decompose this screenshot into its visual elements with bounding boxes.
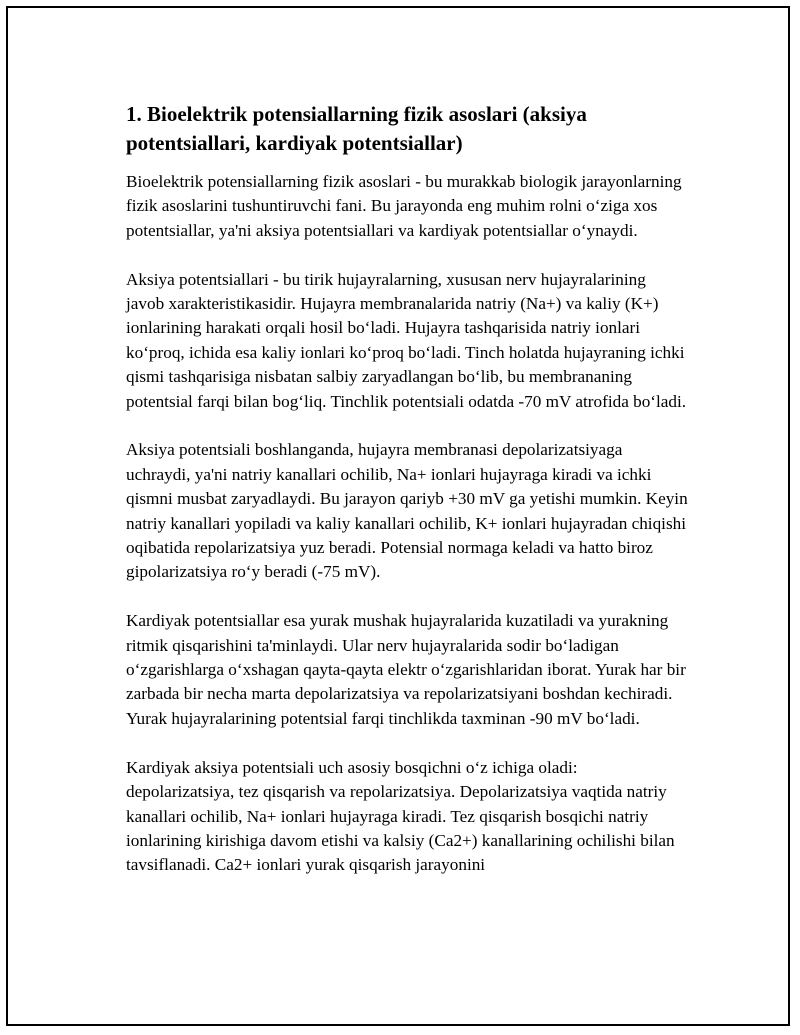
paragraph-depolarization: Aksiya potentsiali boshlanganda, hujayra membranasi depolarizatsiyaga uchraydi, ya'ni natriy kanallari ochilib, Na+ ionlari hujayraga kiradi va ichki qismni musbat zaryadlaydi. Bu jarayon qariyb +30 mV ga yetishi mumkin. Keyin natriy kanallari yopiladi va kaliy kanallari ochilib, K+ ionlari hujayradan chiqishi oqibatida repolarizatsiya yuz beradi. Potensial normaga keladi va hatto biroz gipolarizatsiya ro‘y beradi (-75 mV). bbox=[126, 440, 688, 582]
document-title: 1. Bioelektrik potensiallarning fizik asoslari (aksiya potentsiallari, kardiyak potentsiallar) bbox=[126, 102, 587, 155]
paragraph-cardiac-phases: Kardiyak aksiya potentsiali uch asosiy bosqichni o‘z ichiga oladi: depolarizatsiya, tez qisqarish va repolarizatsiya. Depolarizatsiya vaqtida natriy kanallari ochilib, Na+ ionlari hujayraga kiradi. Tez qisqarish bosqichi natriy ionlarining kirishiga davom etishi va kalsiy (Ca2+) kanallarining ochilishi bilan tavsiflanadi. Ca2+ ionlari yurak qisqarish jarayonini bbox=[126, 757, 675, 875]
paragraph-cardiac-potentials: Kardiyak potentsiallar esa yurak mushak hujayralarida kuzatiladi va yurakning ritmik qisqarishini ta'minlaydi. Ular nerv hujayralarida sodir bo‘ladigan o‘zgarishlarga o‘xshagan qayta-qayta elektr o‘zgarishlaridan iborat. Yurak har bir zarbada bir necha marta depolarizatsiya va repolarizatsiyani boshdan kechiradi. Yurak hujayralarining potentsial farqi tinchlikda taxminan -90 mV bo‘ladi. bbox=[126, 611, 686, 728]
page-frame bbox=[6, 6, 790, 1026]
paragraph-action-potentials: Aksiya potentsiallari - bu tirik hujayralarning, xususan nerv hujayralarining javob xarakteristikasidir. Hujayra membranalarida natriy (Na+) va kaliy (K+) ionlarining harakati orqali hosil bo‘ladi. Hujayra tashqarisida natriy ionlari ko‘proq, ichida esa kaliy ionlari ko‘proq bo‘ladi. Tinch holatda hujayraning ichki qismi tashqarisiga nisbatan salbiy zaryadlangan bo‘lib, bu membrananing potentsial farqi bilan bog‘liq. Tinchlik potentsiali odatda -70 mV atrofida bo‘ladi. bbox=[126, 269, 687, 411]
paragraph-intro: Bioelektrik potensiallarning fizik asoslari - bu murakkab biologik jarayonlarning fizik asoslarini tushuntiruvchi fani. Bu jarayonda eng muhim rolni o‘ziga xos potentsiallar, ya'ni aksiya potentsiallari va kardiyak potentsiallar o‘ynaydi. bbox=[126, 172, 682, 240]
document-body bbox=[120, 100, 688, 902]
